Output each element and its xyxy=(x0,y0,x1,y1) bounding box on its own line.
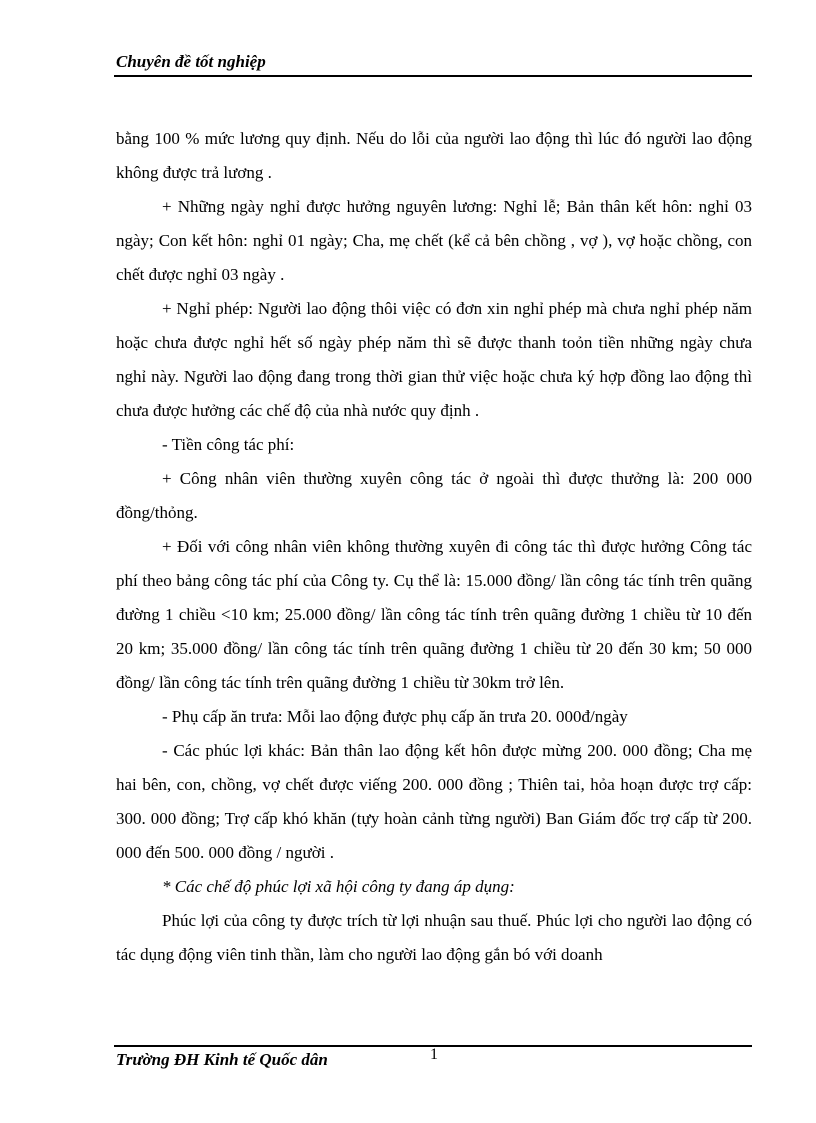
paragraph-6: + Đối với công nhân viên không thường xuyên đi công tác thì được hưởng Công tác phí theo bảng công tác phí của Công ty. Cụ thể là: 15.000 đồng/ lần công tác tính trên quãng đường 1 chiều <10 km; 25.000 đồng/ lần công tác tính trên quãng đường 1 chiều từ 10 đến 20 km; 35.000 đồng/ lần công tác tính trên quãng đường 1 chiều từ 20 đến 30 km; 50 000 đồng/ lần công tác tính trên quãng đường 1 chiều từ 30km trở lên. xyxy=(116,537,752,692)
paragraph-2: + Những ngày nghỉ được hưởng nguyên lương: Nghỉ lễ; Bản thân kết hôn: nghỉ 03 ngày; Con kết hôn: nghỉ 01 ngày; Cha, mẹ chết (kể cả bên chồng , vợ ), vợ hoặc chồng, con chết được nghỉ 03 ngày . xyxy=(116,197,752,284)
paragraph-8: - Các phúc lợi khác: Bản thân lao động kết hôn được mừng 200. 000 đồng; Cha mẹ hai bên, con, chồng, vợ chết được viếng 200. 000 đồng ; Thiên tai, hỏa hoạn được trợ cấp: 300. 000 đồng; Trợ cấp khó khăn (tựy hoàn cảnh từng người) Ban Giám đốc trợ cấp từ 200. 000 đến 500. 000 đồng / người . xyxy=(116,741,752,862)
paragraph-9-subheading: * Các chế độ phúc lợi xã hội công ty đang áp dụng: xyxy=(162,877,515,896)
document-body xyxy=(116,122,752,972)
paragraph-1: bằng 100 % mức lương quy định. Nếu do lỗi của người lao động thì lúc đó người lao động không được trả lương . xyxy=(116,129,752,182)
paragraph-3: + Nghỉ phép: Người lao động thôi việc có đơn xin nghỉ phép mà chưa nghỉ phép năm hoặc chưa được nghỉ hết số ngày phép năm thì sẽ được thanh toỏn tiền những ngày chưa nghỉ này. Người lao động đang trong thời gian thử việc hoặc chưa ký hợp đồng lao động thì chưa được hưởng các chế độ của nhà nước quy định . xyxy=(116,299,752,420)
header-rule xyxy=(114,75,752,77)
page-number: 1 xyxy=(430,1046,438,1063)
page-header-title: Chuyên đề tốt nghiệp xyxy=(116,52,266,71)
footer-school-name: Trường ĐH Kinh tế Quốc dân xyxy=(116,1050,328,1069)
paragraph-10: Phúc lợi của công ty được trích từ lợi nhuận sau thuế. Phúc lợi cho người lao động có tác dụng động viên tinh thần, làm cho người lao động gắn bó với doanh xyxy=(116,911,752,964)
paragraph-5: + Công nhân viên thường xuyên công tác ở ngoài thì được thưởng là: 200 000 đồng/thỏng. xyxy=(116,469,752,522)
paragraph-7: - Phụ cấp ăn trưa: Mỗi lao động được phụ cấp ăn trưa 20. 000đ/ngày xyxy=(162,707,628,726)
paragraph-4: - Tiền công tác phí: xyxy=(162,435,295,454)
